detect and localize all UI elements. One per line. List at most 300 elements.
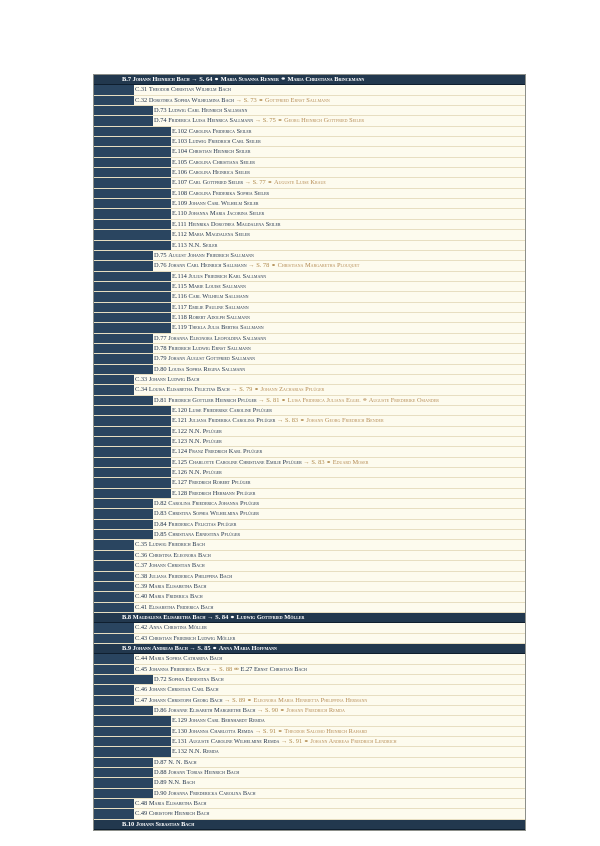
spouse-name: E.27 Ernst Christian Bach [240,665,307,673]
person-name: Franz Friedrich Karl Pflüger [188,448,263,456]
person-row [94,654,525,664]
person-row [94,572,525,582]
person-code: C.37 [135,562,148,570]
person-row [94,209,525,219]
indent-column [94,365,153,374]
person-code: E.110 [172,210,187,218]
indent-column [94,261,153,270]
person-code: B.8 [122,613,132,621]
generation-header-row [94,75,525,85]
person-entry [154,261,359,271]
person-name: Thekla Julia Bertha Sallmann [188,324,264,332]
person-name: Johanna Charlotta Remda [188,727,254,735]
indent-column [94,406,171,415]
person-entry [172,747,219,756]
person-code: C.40 [135,593,148,601]
page-reference[interactable]: S. 81 [266,396,280,404]
person-entry [172,189,269,198]
person-name: Johann Ludwig Bach [148,375,200,383]
indent-column [94,199,171,208]
spouse-name: Johann Andreas Friedrich Lendrich [310,738,397,745]
person-row [94,344,525,354]
person-row [94,758,525,768]
person-row [94,499,525,509]
person-name: Johann Christoph Georg Bach [148,696,223,704]
indent-column [94,241,171,250]
person-row [94,561,525,571]
page-reference[interactable]: S. 83 [284,417,299,425]
indent-column [94,551,134,560]
family-tree-table [93,74,526,831]
person-name: Louisa Sophia Regina Sallmann [168,365,246,373]
person-name: Charlotte Caroline Christiane Emilie Pflüger [188,458,302,466]
person-name: Ludwig Friedrich Bach [148,541,205,549]
person-entry [154,789,256,798]
indent-column [94,706,153,715]
person-row [94,199,525,209]
person-row [94,540,525,550]
person-code: C.42 [135,624,148,632]
indent-column [94,75,122,84]
arrow-right-icon: → [256,396,267,404]
person-code: D.80 [154,365,167,373]
indent-column [94,178,171,187]
person-entry [172,147,251,156]
indent-column [94,727,171,736]
person-row [94,189,525,199]
person-row [94,747,525,757]
spouse-name: Anna Maria Hoffmann [218,644,277,652]
person-code: D.87 [154,758,167,766]
person-entry [135,654,222,663]
person-name: N.N. Bach [168,779,195,787]
page-reference[interactable]: S. 85 [197,644,211,652]
person-entry [172,282,246,291]
arrow-right-icon: → [275,417,285,425]
person-code: D.88 [154,769,167,777]
indent-column [94,458,171,467]
indent-column [94,468,171,477]
indent-column [94,447,171,456]
person-entry [172,427,222,436]
person-row [94,706,525,716]
person-name: August Johann Friedrich Sallmann [168,251,254,259]
person-name: Johann Andreas Bach [132,644,188,652]
person-entry [135,592,203,601]
person-entry [135,375,199,384]
person-entry [172,737,397,747]
person-name: Johann Christian Carl Bach [148,686,219,694]
person-name: Maria Sophia Catharina Bach [148,655,223,663]
person-row [94,768,525,778]
person-entry [172,137,261,146]
person-code: C.47 [135,696,148,704]
person-row [94,799,525,809]
person-entry [154,778,195,787]
spouse-name: Eleonora Maria Henrietta Philippina Hermann [253,696,368,704]
person-name: Marie Louise Sallmann [188,282,246,290]
person-name: N.N. Pflüger [188,427,222,435]
person-row [94,323,525,333]
person-entry [135,582,206,591]
page-reference[interactable]: S. 91 [289,738,303,745]
person-name: Robert Adolph Sallmann [188,313,250,321]
person-code: E.124 [172,448,188,456]
person-entry [172,716,265,725]
person-entry [154,354,255,363]
person-name: Elisabetha Friderica Bach [148,603,214,611]
person-row [94,665,525,675]
person-entry [135,809,209,818]
person-code: C.35 [135,541,148,549]
person-name: Friedrich Ludwig Ernst Sallmann [168,344,251,352]
indent-column [94,499,153,508]
person-entry [122,75,364,85]
person-code: E.104 [172,148,188,156]
page-reference[interactable]: S. 90 [264,706,279,714]
person-name: Carl Gottfried Seiler [188,179,243,187]
person-code: C.34 [135,386,148,394]
person-code: E.111 [172,220,187,228]
person-code: D.86 [154,706,167,714]
indent-column [94,747,171,756]
person-name: Sophia Ernestina Bach [168,675,224,683]
spouse-name: Theodor Salomo Heinrich Rahard [284,727,368,735]
page-reference[interactable]: S. 75 [262,117,276,125]
person-entry [135,85,231,94]
person-entry [135,385,324,395]
marriage-icon: ⚭ [277,728,283,735]
person-entry [172,272,266,281]
indent-column [94,809,134,818]
person-code: E.129 [172,717,188,725]
person-entry [154,106,247,115]
person-row [94,116,525,126]
page-reference[interactable]: S. 83 [311,458,325,466]
person-name: N.N. Pflüger [188,469,222,477]
arrow-right-icon: → [279,738,290,745]
indent-column [94,303,171,312]
person-entry [122,820,194,829]
person-code: C.39 [135,582,148,590]
person-row [94,220,525,230]
person-entry [135,603,213,612]
indent-column [94,209,171,218]
person-entry [154,396,439,406]
person-name: Johann Carl Bernhardt Remda [188,717,265,725]
person-code: C.32 [135,96,148,104]
person-row [94,778,525,788]
indent-column [94,572,134,581]
person-name: Johanna Maria Jacobina Seiler [188,210,265,218]
person-entry [172,447,262,456]
person-code: D.89 [154,779,167,787]
person-code: C.38 [135,572,148,580]
spouse-name: Maria Susanna Renner ⚭ Maria Christiana Brinckmann [220,76,365,83]
indent-column [94,230,171,239]
person-entry [135,685,219,694]
person-entry [154,365,245,374]
person-row [94,675,525,685]
marriage-icon: ⚭ [246,697,252,704]
person-entry [172,158,255,167]
person-code: E.116 [172,293,187,301]
arrow-right-icon: → [189,76,200,83]
person-entry [172,127,252,136]
person-entry [172,437,222,446]
marriage-icon: ⚭ [326,459,332,466]
spouse-name: Georg Heinrich Gottfried Seiler [284,117,365,125]
person-code: C.44 [135,655,148,663]
marriage-icon: ⚭ [258,97,264,104]
person-row [94,458,525,468]
indent-column [94,623,134,632]
person-code: E.131 [172,738,188,745]
person-row [94,478,525,488]
person-code: E.130 [172,727,188,735]
indent-column [94,106,153,115]
person-name: Maria Friderica Bach [148,593,203,601]
person-code: E.113 [172,241,187,249]
person-entry [154,499,259,508]
person-code: C.46 [135,686,148,694]
person-entry [135,623,207,632]
person-row [94,737,525,747]
person-code: E.107 [172,179,188,187]
person-entry [172,323,264,332]
indent-column [94,613,122,622]
indent-column [94,344,153,353]
person-row [94,385,525,395]
person-code: D.74 [154,117,167,125]
page-reference[interactable]: S. 64 [199,76,213,83]
person-row [94,530,525,540]
person-code: E.125 [172,458,188,466]
person-entry [122,644,277,654]
marriage-icon: ⚭ [299,418,305,425]
person-row [94,416,525,426]
person-row [94,582,525,592]
person-row [94,127,525,137]
indent-column [94,127,171,136]
indent-column [94,520,153,529]
spouse-name: Christiana Margaretha Plouquet [277,262,360,270]
page-reference[interactable]: S. 89 [232,696,246,704]
person-row [94,282,525,292]
person-row [94,406,525,416]
person-row [94,303,525,313]
spouse-name: Auguste Luise Kraue [273,179,326,187]
indent-column [94,634,134,643]
person-row [94,716,525,726]
person-name: Christina Eleonora Bach [148,551,211,559]
person-name: Johann Carl Heinrich Sallmann [168,262,247,270]
person-name: Julius Friedrich Karl Sallmann [188,272,267,280]
person-code: E.122 [172,427,188,435]
person-code: D.84 [154,520,167,528]
indent-column [94,220,171,229]
person-name: Friedrich Gottlieb Heinrich Pflüger [168,396,257,404]
person-row [94,365,525,375]
indent-column [94,696,134,705]
person-entry [172,478,251,487]
person-code: E.106 [172,169,188,177]
person-name: Johanna Eleonora Leopoldina Sallmann [168,334,267,342]
person-row [94,178,525,188]
person-row [94,447,525,457]
indent-column [94,685,134,694]
person-code: C.36 [135,551,148,559]
person-name: Johanna Friederica Bach [148,665,210,673]
person-name: Emilie Pauline Sallmann [188,303,249,311]
person-name: Anna Christina Möller [148,624,207,632]
person-row [94,261,525,271]
indent-column [94,799,134,808]
indent-column [94,323,171,332]
person-code: E.117 [172,303,187,311]
person-name: Maria Elisabetha Bach [148,582,207,590]
person-code: D.78 [154,344,167,352]
page-reference[interactable]: S. 77 [252,179,266,187]
person-code: E.126 [172,469,188,477]
person-code: E.108 [172,189,188,197]
person-code: D.83 [154,510,167,518]
person-code: E.127 [172,479,188,487]
person-entry [154,530,240,539]
indent-column [94,675,153,684]
indent-column [94,137,171,146]
person-name: Carolina Heinrica Seiler [188,169,250,177]
person-row [94,137,525,147]
person-row [94,230,525,240]
generation-header-row [94,613,525,623]
indent-column [94,768,153,777]
person-entry [135,799,206,808]
person-entry [154,344,251,353]
page-reference[interactable]: S. 88 [219,665,233,673]
person-row [94,85,525,95]
person-name: Christoph Heinrich Bach [148,810,210,818]
page-reference[interactable]: S. 79 [239,386,253,394]
person-entry [154,768,239,777]
indent-column [94,437,171,446]
person-name: Johanna Friedericka Carolina Bach [168,789,256,797]
indent-column [94,85,134,94]
person-name: Friedrich Hermann Pflüger [188,489,256,497]
person-name: Luise Friederike Caroline Pflüger [188,407,272,414]
person-code: D.90 [154,789,167,797]
indent-column [94,272,171,281]
indent-column [94,313,171,322]
person-code: D.73 [154,107,167,115]
indent-column [94,385,134,394]
arrow-right-icon: → [187,644,198,652]
person-code: C.48 [135,800,148,808]
person-code: C.31 [135,86,148,94]
spouse-name: Ludwig Gottfried Möller [236,613,305,621]
person-row [94,489,525,499]
person-code: E.102 [172,127,188,135]
indent-column [94,665,134,674]
person-code: E.112 [172,231,187,239]
indent-column [94,158,171,167]
person-row [94,809,525,819]
person-code: C.45 [135,665,148,673]
person-entry [172,199,259,208]
indent-column [94,478,171,487]
person-row [94,623,525,633]
person-row [94,106,525,116]
person-entry [172,292,249,301]
page-reference[interactable]: S. 84 [215,613,229,621]
page-reference[interactable]: S. 78 [256,262,270,270]
person-row [94,251,525,261]
generation-header-row [94,644,525,654]
arrow-right-icon: → [253,117,263,125]
person-name: N. N. Bach [168,758,197,766]
person-name: Johanne Elisabeth Margrethe Bach [168,706,256,714]
person-row [94,158,525,168]
person-code: D.72 [154,675,167,683]
indent-column [94,334,153,343]
person-entry [154,334,266,343]
indent-column [94,716,171,725]
spouse-name: Luisa Friderica Juliana Eggel ⚭ Auguste Friederike Osiander [287,396,439,404]
arrow-right-icon: → [253,727,263,735]
person-entry [154,251,254,260]
marriage-icon: ⚭ [270,263,276,270]
person-name: Christiana Ernestina Pflüger [168,531,241,539]
person-code: B.7 [122,76,132,83]
person-name: Magdalena Elisabetha Bach [132,613,206,621]
person-name: N.N. Remda [188,748,219,756]
person-code: D.79 [154,355,167,363]
person-entry [172,416,384,426]
person-name: Christian Friedrich Ludwig Möller [148,634,236,642]
person-row [94,168,525,178]
person-code: D.85 [154,531,167,539]
page-reference[interactable]: S. 91 [262,727,276,735]
person-code: E.132 [172,748,188,756]
person-name: Johann Heinrich Bach [132,76,190,83]
person-row [94,241,525,251]
person-code: D.76 [154,262,167,270]
person-row [94,685,525,695]
arrow-right-icon: → [301,458,312,466]
indent-column [94,168,171,177]
person-row [94,509,525,519]
person-name: Johann Tobias Heinrich Bach [168,769,240,777]
person-name: Maria Elisabetha Bach [148,800,207,808]
marriage-icon: ⚭ [213,77,220,83]
marriage-icon: ⚭ [212,645,218,652]
person-entry [172,406,272,415]
arrow-right-icon: → [255,706,265,714]
indent-column [94,189,171,198]
page-reference[interactable]: S. 73 [243,96,257,104]
marriage-icon: ⚭ [267,180,273,187]
person-entry [172,468,222,477]
person-entry [172,178,326,188]
person-entry [172,241,217,250]
person-code: E.114 [172,272,187,280]
person-entry [154,706,345,716]
person-row [94,313,525,323]
person-row [94,696,525,706]
person-name: Johann Carl Wilhelm Seiler [188,200,259,208]
person-code: D.82 [154,500,167,508]
person-code: E.121 [172,417,188,425]
